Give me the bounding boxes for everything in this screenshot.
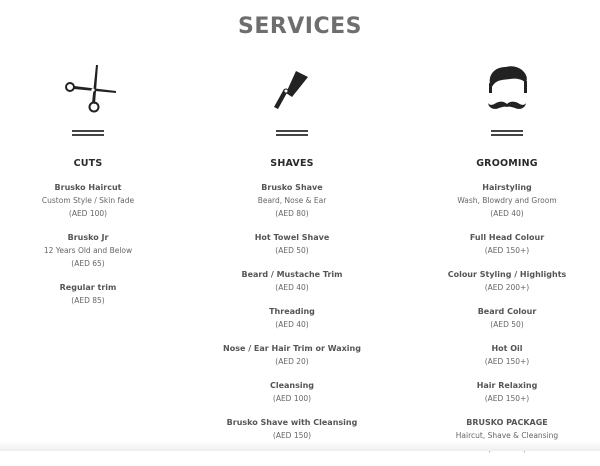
divider	[276, 130, 308, 132]
service-price: (AED 50)	[275, 246, 309, 255]
service-name: Hot Towel Shave	[254, 233, 330, 242]
category-title: GROOMING	[476, 158, 538, 169]
service-name: Full Head Colour	[469, 233, 545, 242]
service-item	[192, 231, 392, 257]
service-item	[192, 416, 392, 442]
service-price: (AED 150)	[272, 431, 312, 440]
service-item	[192, 305, 392, 331]
service-item	[192, 268, 392, 294]
service-price: (AED 85)	[71, 296, 105, 305]
service-desc: Wash, Blowdry and Groom	[457, 196, 557, 205]
service-item	[407, 181, 600, 220]
divider	[491, 134, 523, 136]
service-item	[407, 379, 600, 405]
service-desc: 12 Years Old and Below	[43, 246, 133, 255]
service-price: (AED 40)	[275, 283, 309, 292]
service-desc: Beard, Nose & Ear	[257, 196, 327, 205]
man-hair-mustache-icon	[407, 60, 600, 118]
column-cuts	[0, 60, 188, 318]
service-item	[192, 181, 392, 220]
service-name: Hair Relaxing	[476, 381, 538, 390]
service-name: Brusko Shave with Cleansing	[226, 418, 358, 427]
scissors-icon	[0, 60, 188, 118]
divider	[72, 134, 104, 136]
service-price: (AED 100)	[68, 209, 108, 218]
service-desc: Custom Style / Skin fade	[41, 196, 135, 205]
column-grooming	[407, 60, 600, 466]
divider	[276, 134, 308, 136]
service-item	[0, 231, 188, 270]
service-item	[192, 379, 392, 405]
service-price: (AED 100)	[272, 394, 312, 403]
service-name: Brusko Shave	[261, 183, 323, 192]
service-name: Hairstyling	[482, 183, 532, 192]
service-name: Beard Colour	[477, 307, 537, 316]
service-item	[0, 181, 188, 220]
divider	[72, 130, 104, 132]
divider	[491, 130, 523, 132]
service-name: Nose / Ear Hair Trim or Waxing	[223, 344, 361, 353]
service-price: (AED 150+)	[484, 357, 530, 366]
service-name: Cleansing	[269, 381, 315, 390]
footer-shadow	[0, 441, 600, 451]
service-name: Brusko Jr	[67, 233, 109, 242]
service-price: (AED 40)	[490, 209, 524, 218]
column-shaves	[192, 60, 392, 453]
service-name: Hot Oil	[491, 344, 523, 353]
service-price: (AED 65)	[71, 259, 105, 268]
category-title: SHAVES	[270, 158, 314, 169]
service-item	[407, 231, 600, 257]
service-price: (AED 150+)	[484, 394, 530, 403]
service-item	[192, 342, 392, 368]
service-item	[407, 342, 600, 368]
service-name: Brusko Haircut	[54, 183, 122, 192]
category-title: CUTS	[73, 158, 103, 169]
service-price: (AED 20)	[275, 357, 309, 366]
service-name: Beard / Mustache Trim	[241, 270, 343, 279]
page-title: SERVICES	[237, 14, 363, 39]
service-name: Threading	[269, 307, 315, 316]
service-price: (AED 150+)	[484, 246, 530, 255]
service-item	[407, 305, 600, 331]
service-price: (AED 80)	[275, 209, 309, 218]
service-item	[407, 268, 600, 294]
straight-razor-icon	[192, 60, 392, 118]
service-name: Colour Styling / Highlights	[447, 270, 567, 279]
service-desc: Haircut, Shave & Cleansing	[455, 431, 559, 440]
service-name: BRUSKO PACKAGE	[466, 418, 548, 427]
service-price: (AED 200+)	[484, 283, 530, 292]
service-price: (AED 50)	[490, 320, 524, 329]
service-price: (AED 40)	[275, 320, 309, 329]
service-item	[0, 281, 188, 307]
service-name: Regular trim	[59, 283, 117, 292]
